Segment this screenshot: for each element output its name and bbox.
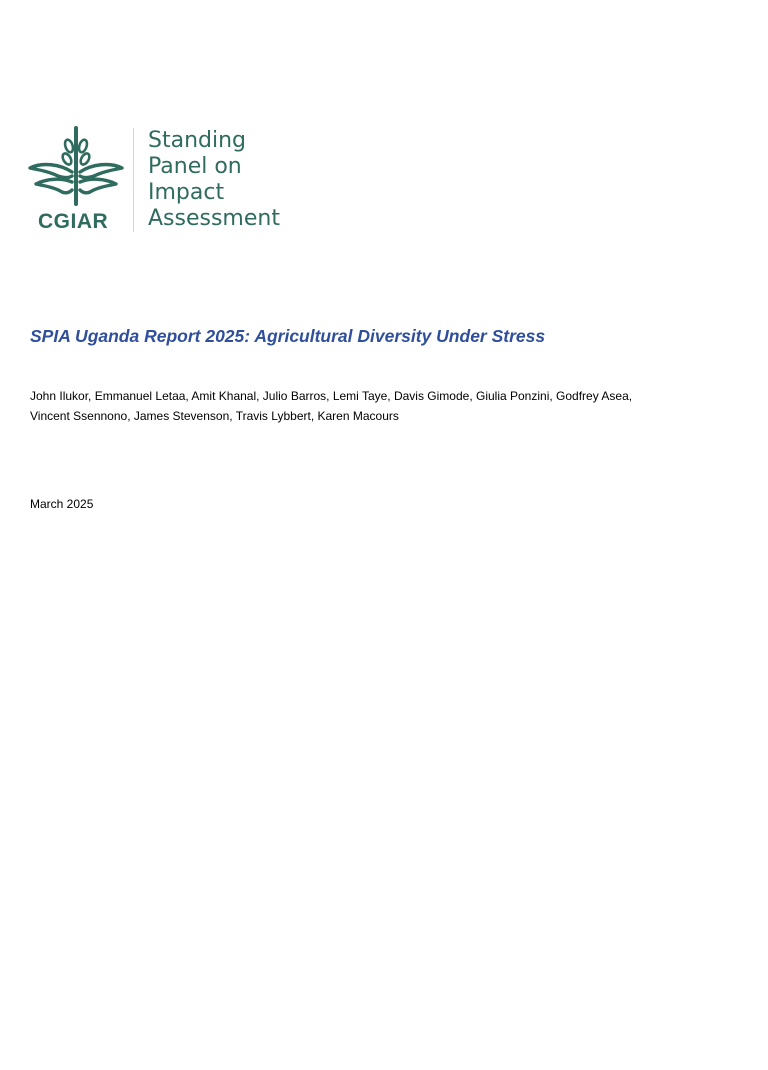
cgiar-spia-logo [28, 126, 278, 238]
panel-line: Panel on [148, 154, 242, 179]
author-line: Vincent Ssennono, James Stevenson, Travis Lybbert, Karen Macours [30, 409, 399, 423]
cgiar-wordmark: CGIAR [38, 210, 109, 233]
author-list [30, 386, 730, 426]
cgiar-wheat-icon [28, 126, 124, 206]
panel-line: Assessment [148, 206, 280, 231]
spia-panel-name [148, 128, 280, 232]
panel-line: Impact [148, 180, 225, 205]
panel-line: Standing [148, 128, 247, 153]
report-date: March 2025 [30, 497, 94, 511]
logo-divider [133, 128, 134, 232]
report-title: SPIA Uganda Report 2025: Agricultural Diversity Under Stress [30, 326, 546, 346]
author-line: John Ilukor, Emmanuel Letaa, Amit Khanal, Julio Barros, Lemi Taye, Davis Gimode, Giulia Ponzini, Godfrey Asea, [30, 389, 633, 403]
